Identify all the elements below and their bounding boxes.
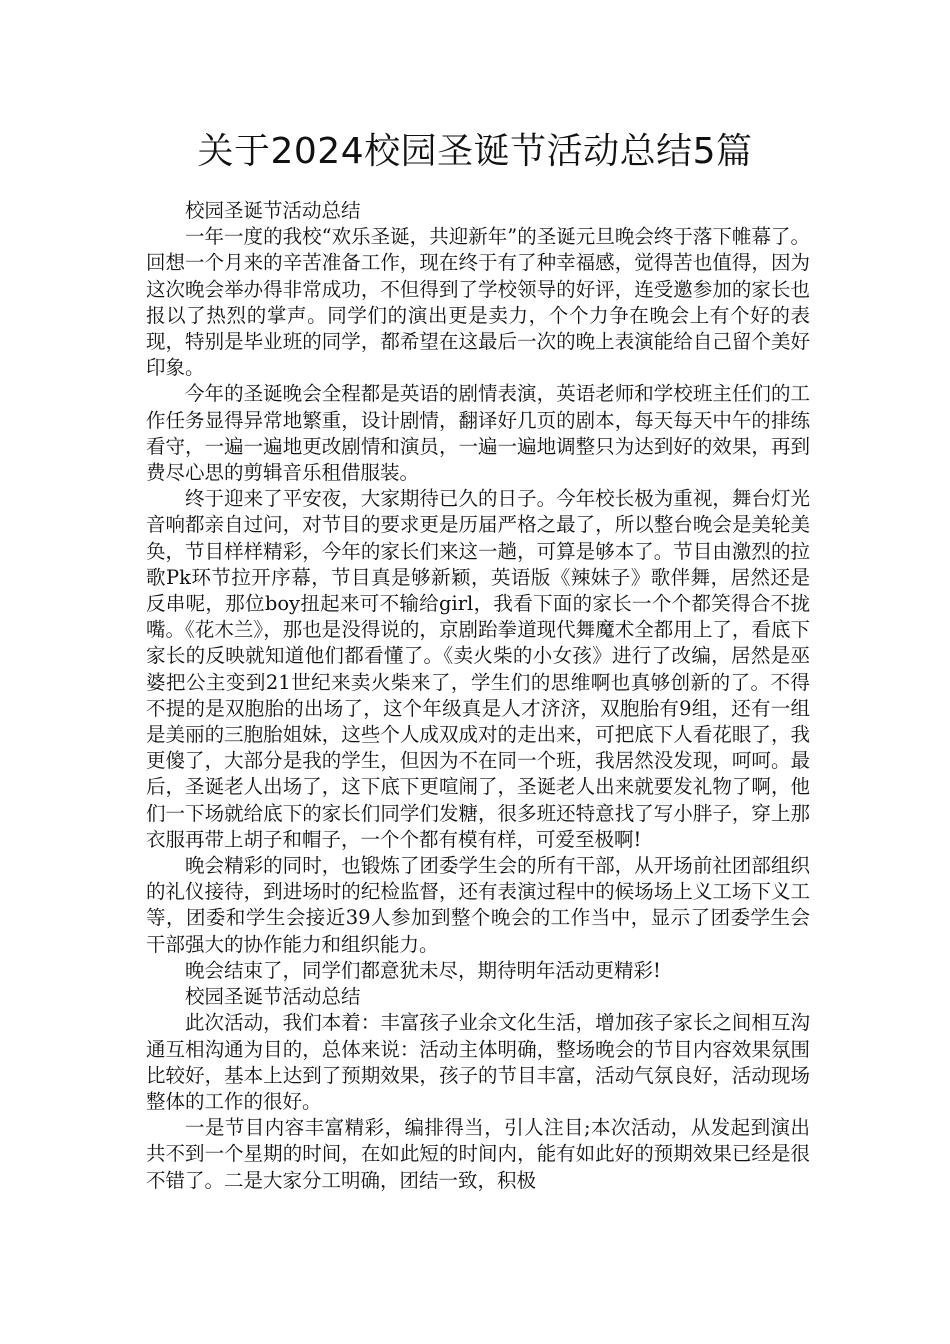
section-heading: 校园圣诞节活动总结: [185, 985, 361, 1009]
section-heading: 校园圣诞节活动总结: [185, 199, 361, 222]
paragraph: 晚会结束了，同学们都意犹未尽，期待明年活动更精彩!: [185, 958, 661, 982]
document-body: [146, 198, 810, 1194]
paragraph: 此次活动，我们本着：丰富孩子业余文化生活，增加孩子家长之间相互沟通互相沟通为目的，总体来说：活动主体明确，整场晚会的节目内容效果氛围比较好，基本上达到了预期效果，孩子的节目丰富，活动气氛良好，活动现场整体的工作的很好。: [146, 1011, 810, 1113]
paragraph: 一是节目内容丰富精彩，编排得当，引人注目;本次活动，从发起到演出共不到一个星期的时间，在如此短的时间内，能有如此好的预期效果已经是很不错了。二是大家分工明确，团结一致，积极: [146, 1116, 810, 1192]
paragraph: 终于迎来了平安夜，大家期待已久的日子。今年校长极为重视，舞台灯光音响都亲自过问，对节目的要求更是历届严格之最了，所以整台晚会是美轮美奂，节目样样精彩，今年的家长们来这一趟，可算是够本了。节目由激烈的拉歌Pk环节拉开序幕，节目真是够新颖，英语版《辣妹子》歌伴舞，居然还是反串呢，那位boy扭起来可不输给girl，我看下面的家长一个个都笑得合不拢嘴。《花木兰》，那也是没得说的，京剧跆拳道现代舞魔术全都用上了，看底下家长的反映就知道他们都看懂了。《卖火柴的小女孩》进行了改编，居然是巫婆把公主变到21世纪来卖火柴来了，学生们的思维啊也真够创新的了。不得不提的是双胞胎的出场了，这个年级真是人才济济，双胞胎有9组，还有一组是美丽的三胞胎姐妹，这些个人成双成对的走出来，可把底下人看花眼了，我更傻了，大部分是我的学生，但因为不在同一个班，我居然没发现，呵呵。最后，圣诞老人出场了，这下底下更喧闹了，圣诞老人出来就要发礼物了啊，他们一下场就给底下的家长们同学们发糖，很多班还特意找了写小胖子，穿上那衣服再带上胡子和帽子，一个个都有模有样，可爱至极啊!: [146, 487, 810, 851]
page-title: 关于2024校园圣诞节活动总结5篇: [197, 131, 753, 172]
paragraph: 一年一度的我校“欢乐圣诞，共迎新年”的圣诞元旦晚会终于落下帷幕了。回想一个月来的辛苦准备工作，现在终于有了种幸福感，觉得苦也值得，因为这次晚会举办得非常成功，不但得到了学校领导的好评，连受邀参加的家长也报以了热烈的掌声。同学们的演出更是卖力，个个力争在晚会上有个好的表现，特别是毕业班的同学，都希望在这最后一次的晚上表演能给自己留个美好印象。: [146, 225, 810, 380]
paragraph: 今年的圣诞晚会全程都是英语的剧情表演，英语老师和学校班主任们的工作任务显得异常地繁重，设计剧情，翻译好几页的剧本，每天每天中午的排练看守，一遍一遍地更改剧情和演员，一遍一遍地调整只为达到好的效果，再到费尽心思的剪辑音乐租借服装。: [146, 382, 810, 485]
paragraph: 晚会精彩的同时，也锻炼了团委学生会的所有干部，从开场前社团部组织的礼仪接待，到进场时的纪检监督，还有表演过程中的候场场上义工场下义工等，团委和学生会接近39人参加到整个晚会的工作当中，显示了团委学生会干部强大的协作能力和组织能力。: [146, 854, 810, 956]
